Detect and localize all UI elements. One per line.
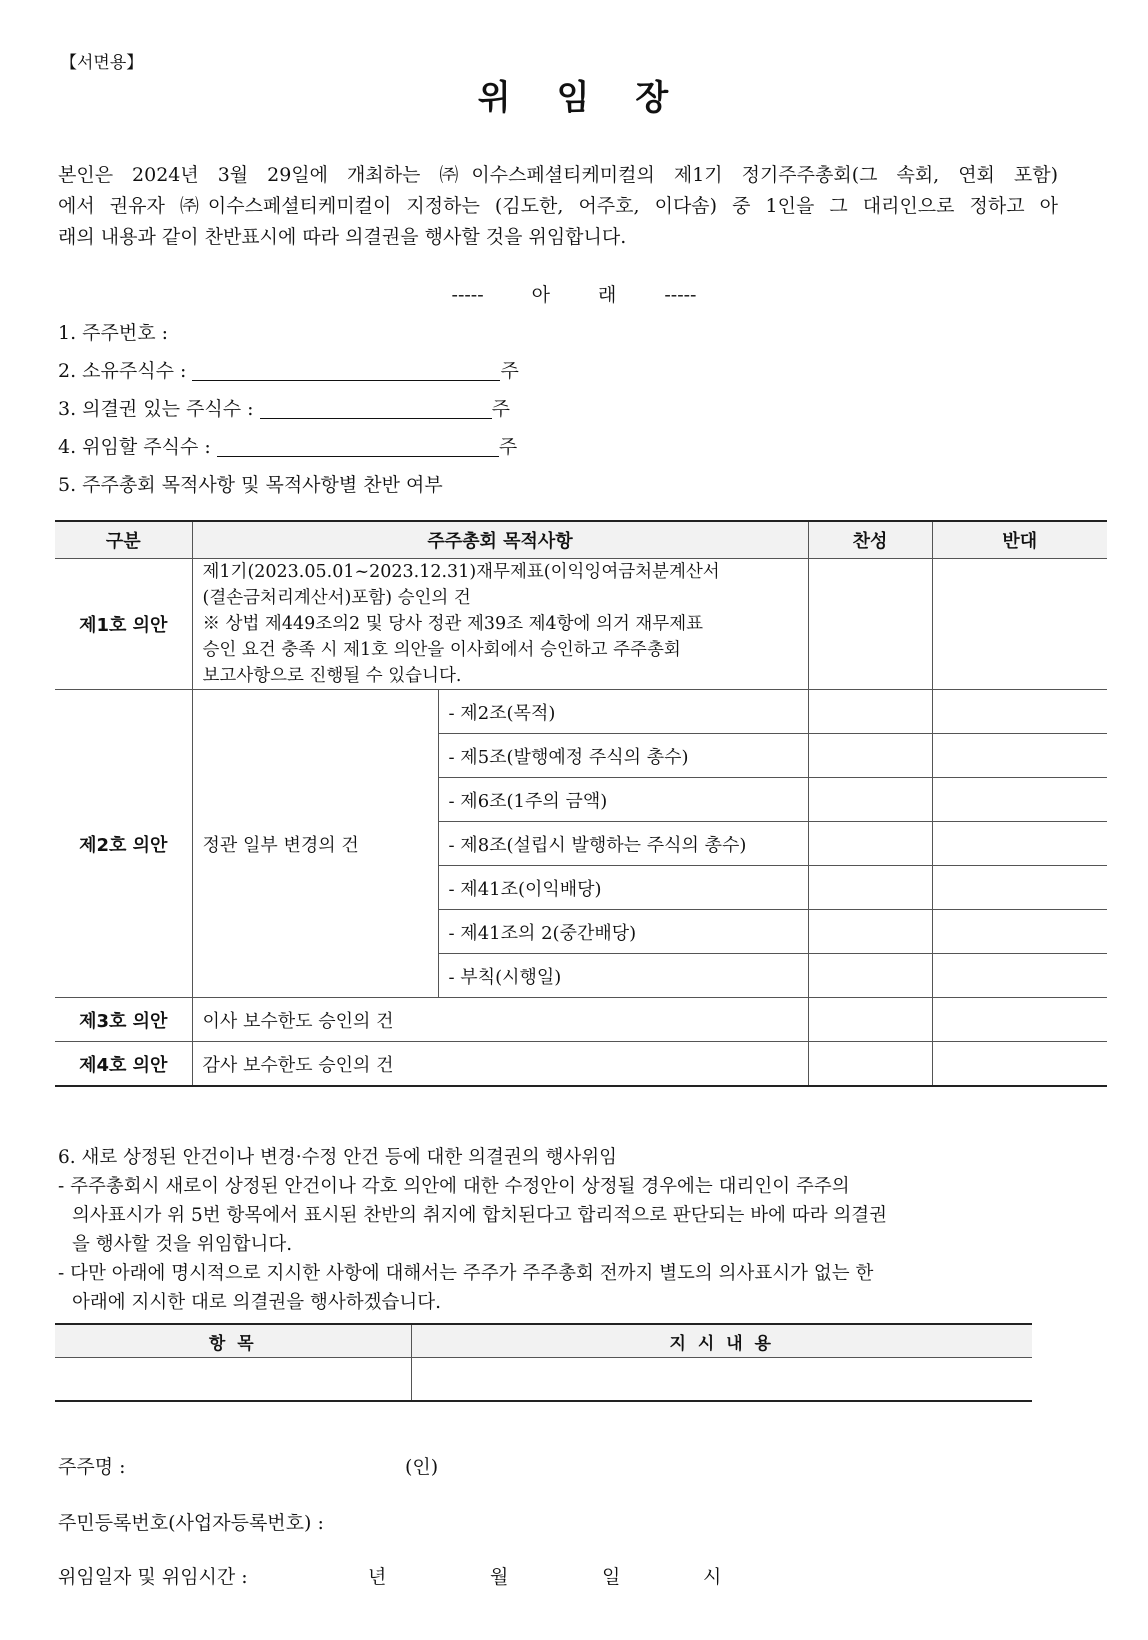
owned-shares-field [58,356,519,383]
description-line: 보고사항으로 진행될 수 있습니다. [202,666,462,686]
header-against: 반대 [932,521,1107,559]
unit-label: 주 [491,398,510,420]
description-line: (결손금처리계산서)포함) 승인의 건 [202,588,471,608]
section-line: 을 행사할 것을 위임합니다. [72,1234,293,1255]
instruction-content-cell[interactable] [411,1358,1032,1402]
description-line: 제1기(2023.05.01~2023.12.31)재무제표(이익잉여금처분계산서 [202,562,720,582]
description-line: 승인 요건 충족 시 제1호 의안을 이사회에서 승인하고 주주총회 [202,640,681,660]
vote-for-cell[interactable] [808,778,932,822]
divider-char: 래 [598,284,617,306]
sub-item: - 부칙(시행일) [438,954,808,998]
month-label: 월 [490,1566,509,1588]
vote-for-cell[interactable] [808,1042,932,1087]
proposal-label: 제3호 의안 [55,998,192,1042]
field-label: 2. 소유주식수 : [58,360,187,382]
table-header-row [55,1324,1032,1358]
section-heading: 6. 새로 상정된 안건이나 변경·수정 안건 등에 대한 의결권의 행사위임 [58,1147,617,1168]
proposal-title: 정관 일부 변경의 건 [192,690,438,998]
form-type-tag: 【서면용】 [60,53,144,73]
proposal-title: 감사 보수한도 승인의 건 [192,1042,808,1087]
vote-for-cell[interactable] [808,954,932,998]
document-title [0,70,1148,119]
intro-line: 래의 내용과 같이 찬반표시에 따라 의결권을 행사할 것을 위임합니다. [58,226,627,248]
table-row [55,690,1107,734]
header-agenda: 주주총회 목적사항 [192,521,808,559]
unit-label: 주 [498,436,518,458]
owned-shares-input[interactable] [192,360,500,381]
intro-line: 에서 권유자 ㈜이수스페셜티케미컬이 지정하는 (김도한, 어주호, 이다솜) 중 1인을 그 대리인으로 정하고 아 [58,195,1058,217]
registration-number-label: 주민등록번호(사업자등록번호) : [58,1512,324,1534]
table-row [55,559,1107,690]
divider-dashes-right: ----- [664,284,697,306]
sub-item: - 제41조의 2(중간배당) [438,910,808,954]
table-row [55,998,1107,1042]
year-label: 년 [368,1566,387,1588]
section-line: - 주주총회시 새로이 상정된 안건이나 각호 의안에 대한 수정안이 상정될 경우에는 대리인이 주주의 [58,1176,850,1197]
vote-against-cell[interactable] [932,954,1107,998]
section-6-delegation [58,1143,887,1317]
sub-item: - 제41조(이익배당) [438,866,808,910]
field-label: 3. 의결권 있는 주식수 : [58,398,254,420]
divider-dashes-left: ----- [451,284,484,306]
sub-item: - 제8조(설립시 발행하는 주식의 총수) [438,822,808,866]
sub-item: - 제5조(발행예정 주식의 총수) [438,734,808,778]
voting-shares-input[interactable] [260,398,492,419]
instruction-table [55,1323,1032,1402]
proposal-label: 제1호 의안 [55,559,192,690]
vote-against-cell[interactable] [932,778,1107,822]
vote-against-cell[interactable] [932,559,1107,690]
table-row [55,1042,1107,1087]
header-category: 구분 [55,521,192,559]
hour-label: 시 [703,1566,722,1588]
vote-against-cell[interactable] [932,1042,1107,1087]
vote-for-cell[interactable] [808,866,932,910]
shareholder-name-label: 주주명 : [58,1456,126,1478]
intro-paragraph [58,160,1058,253]
proposal-description [192,559,808,690]
vote-against-cell[interactable] [932,734,1107,778]
table-header-row [55,521,1107,559]
vote-against-cell[interactable] [932,866,1107,910]
agenda-votes-heading: 5. 주주총회 목적사항 및 목적사항별 찬반 여부 [58,474,443,496]
intro-line: 본인은 2024년 3월 29일에 개최하는 ㈜이수스페셜티케미컬의 제1기 정기주주총회(그 속회, 연회 포함) [58,164,1058,186]
title-char: 임 [556,78,592,118]
vote-against-cell[interactable] [932,998,1107,1042]
section-line: - 다만 아래에 명시적으로 지시한 사항에 대해서는 주주가 주주총회 전까지 별도의 의사표시가 없는 한 [58,1263,874,1284]
shareholder-number-field [58,318,168,345]
header-content: 지 시 내 용 [411,1324,1032,1358]
divider-char: 아 [531,284,550,306]
table-row [55,1358,1032,1402]
delegated-shares-field [58,432,517,459]
vote-for-cell[interactable] [808,559,932,690]
sub-item: - 제6조(1주의 금액) [438,778,808,822]
section-divider [0,280,1148,307]
title-char: 위 [477,78,513,118]
field-label: 4. 위임할 주식수 : [58,436,211,458]
unit-label: 주 [500,360,519,382]
agenda-vote-table [55,520,1107,1087]
header-for: 찬성 [808,521,932,559]
section-line: 의사표시가 위 5번 항목에서 표시된 찬반의 취지에 합치된다고 합리적으로 판단되는 바에 따라 의결권 [72,1205,888,1226]
instruction-item-cell[interactable] [55,1358,411,1402]
section-line: 아래에 지시한 대로 의결권을 행사하겠습니다. [72,1292,441,1313]
title-char: 장 [635,78,671,118]
description-line: ※ 상법 제449조의2 및 당사 정관 제39조 제4항에 의거 재무제표 [202,614,704,634]
voting-shares-field [58,394,510,421]
vote-against-cell[interactable] [932,690,1107,734]
proposal-label: 제2호 의안 [55,690,192,998]
proposal-title: 이사 보수한도 승인의 건 [192,998,808,1042]
field-label: 1. 주주번호 : [58,322,169,344]
delegation-date-label: 위임일자 및 위임시간 : [58,1566,248,1588]
vote-for-cell[interactable] [808,822,932,866]
vote-against-cell[interactable] [932,910,1107,954]
sub-item: - 제2조(목적) [438,690,808,734]
day-label: 일 [602,1566,621,1588]
vote-for-cell[interactable] [808,910,932,954]
vote-for-cell[interactable] [808,734,932,778]
vote-against-cell[interactable] [932,822,1107,866]
delegated-shares-input[interactable] [217,436,499,457]
proposal-label: 제4호 의안 [55,1042,192,1087]
header-item: 항 목 [55,1324,411,1358]
seal-mark: (인) [405,1456,439,1478]
vote-for-cell[interactable] [808,998,932,1042]
vote-for-cell[interactable] [808,690,932,734]
